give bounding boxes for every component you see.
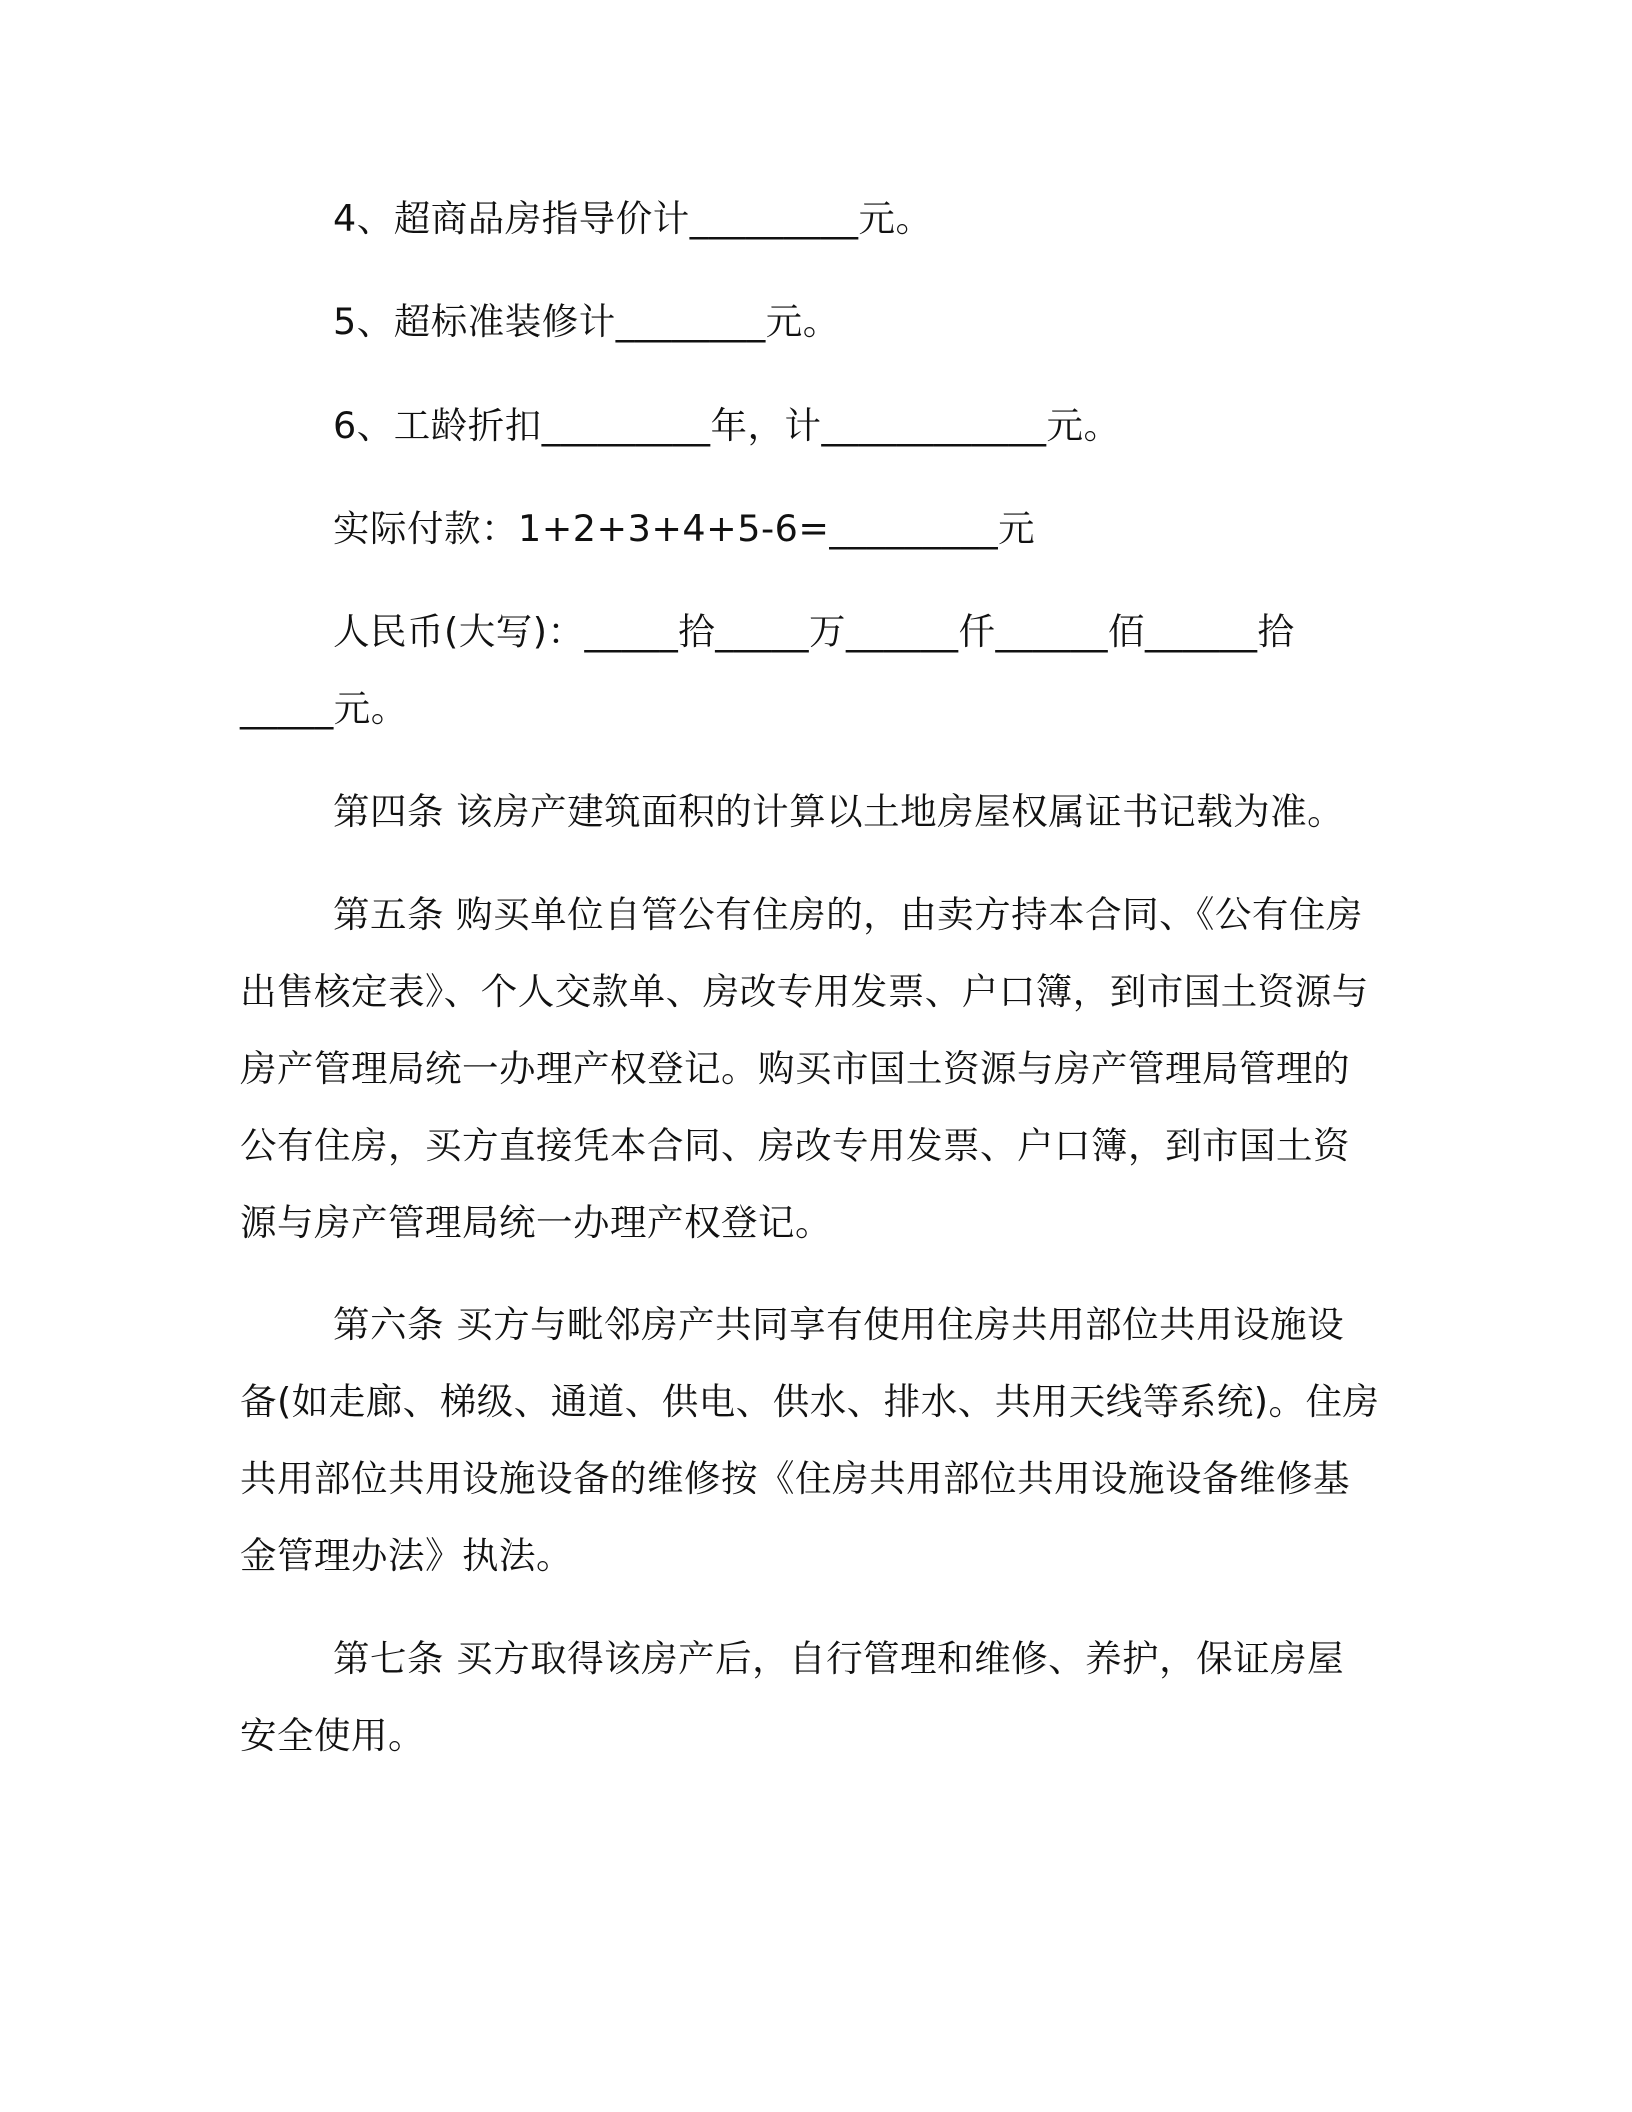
actual-payment-line: 实际付款：1+2+3+4+5-6=_________元	[333, 507, 1036, 550]
rmb-uppercase-line: 人民币(大写)：_____拾_____万______仟______佰______拾_____元。	[240, 610, 1295, 730]
article-4: 第四条 该房产建筑面积的计算以土地房屋权属证书记载为准。	[333, 790, 1345, 833]
item-4-line: 4、超商品房指导价计_________元。	[333, 197, 933, 240]
article-6: 第六条 买方与毗邻房产共同享有使用住房共用部位共用设施设备(如走廊、梯级、通道、供电、供水、排水、共用天线等系统)。住房共用部位共用设施设备的维修按《住房共用部位共用设施设备维修基金管理办法》执法。	[240, 1303, 1380, 1577]
article-7: 第七条 买方取得该房产后，自行管理和维修、养护，保证房屋安全使用。	[240, 1637, 1345, 1757]
item-5-line: 5、超标准装修计________元。	[333, 300, 840, 343]
item-6-line: 6、工龄折扣_________年，计____________元。	[333, 404, 1121, 447]
article-5: 第五条 购买单位自管公有住房的，由卖方持本合同、《公有住房出售核定表》、个人交款单、房改专用发票、户口簿，到市国土资源与房产管理局统一办理产权登记。购买市国土资源与房产管理局管理的公有住房，买方直接凭本合同、房改专用发票、户口簿，到市国土资源与房产管理局统一办理产权登记。	[240, 893, 1369, 1244]
